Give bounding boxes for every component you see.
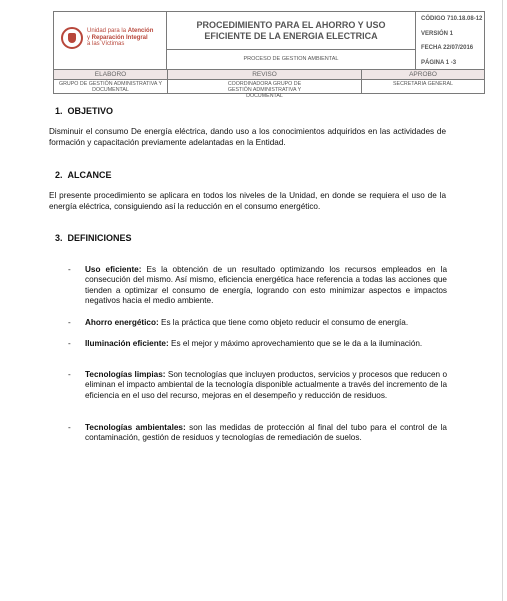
section-objetivo-heading: 1. OBJETIVO (55, 106, 114, 116)
definition-term: Tecnologías limpias: (85, 370, 166, 379)
version: VERSIÓN 1 (421, 31, 454, 37)
section-alcance-body: El presente procedimiento se aplicara en todos los niveles de la Unidad, en donde se requiera el uso de la energía eléctrica, consiguiendo así la reducción en el consumo energético. (49, 191, 446, 211)
section-objetivo-body: Disminuir el consumo De energía eléctrica, dando uso a los conocimientos adquiridos en las actividades de formación y capacitación previamente adelantadas en la Entidad. (49, 127, 446, 147)
definition-term: Ahorro energético: (85, 318, 159, 327)
definition-term: Iluminación eficiente: (85, 339, 169, 348)
date: FECHA 22/07/2016 (421, 45, 474, 51)
logo-text: Unidad para la Atención y Reparación Integral a las Víctimas (87, 28, 154, 48)
process-name: PROCESO DE GESTION AMBIENTAL (167, 50, 416, 69)
code: CÓDIGO 710.18.08-12 (421, 16, 483, 22)
document-title: PROCEDIMIENTO PARA EL AHORRO Y USO EFICIENTE DE LA ENERGIA ELECTRICA (196, 19, 386, 41)
elaboro-column: ELABORO GRUPO DE GESTIÓN ADMINISTRATIVA Y DOCUMENTAL (54, 70, 167, 94)
document-header (53, 11, 485, 99)
definition-term: Uso eficiente: (85, 265, 142, 274)
page-edge (502, 0, 503, 601)
logo-cell (54, 12, 167, 69)
section-alcance-heading: 2. ALCANCE (55, 170, 112, 180)
meta-cell (416, 12, 485, 69)
approval-grid (54, 69, 484, 99)
document-title-cell (167, 12, 416, 50)
definition-term: Tecnologías ambientales: (85, 423, 186, 432)
section-definiciones-heading: 3. DEFINICIONES (55, 233, 132, 243)
page-number: PÁGINA 1 -3 (421, 60, 457, 66)
aprobo-column: APROBO SECRETARIA GENERAL (361, 70, 484, 94)
seal-icon (61, 27, 83, 49)
reviso-column: REVISO COORDINADORA GRUPO DE GESTIÓN ADMINISTRATIVA Y DOCUMENTAL (167, 70, 361, 94)
